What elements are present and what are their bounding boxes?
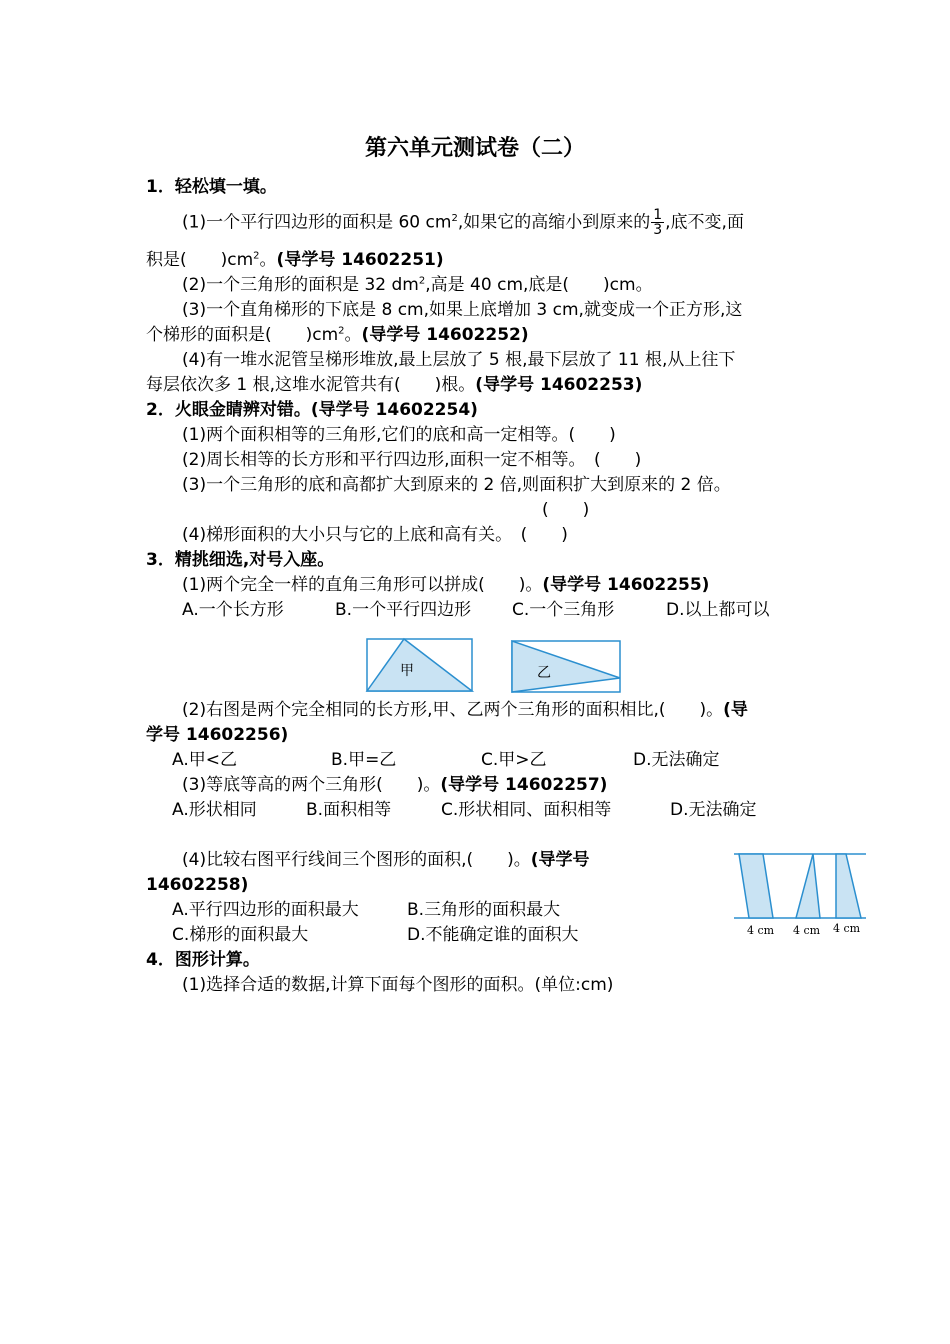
s3-q2-option-a: A.甲<乙 [172, 750, 237, 770]
s3-q1-option-c: C.一个三角形 [512, 600, 615, 620]
s4-question-1: (1)选择合适的数据,计算下面每个图形的面积。(单位:cm) [182, 975, 614, 995]
ref-number: (导 [723, 700, 748, 720]
ref-number: (导学号 14602252) [361, 325, 529, 345]
ref-number: (导学号 14602257) [440, 775, 608, 795]
label-parallelogram-base: 4 cm [747, 924, 775, 937]
trapezoid-shape [836, 854, 861, 918]
s3-question-4-line-1: (4)比较右图平行线间三个图形的面积,( )。(导学号 [182, 850, 590, 870]
s2-question-2: (2)周长相等的长方形和平行四边形,面积一定不相等。 ( ) [182, 450, 642, 470]
s2-question-1: (1)两个面积相等的三角形,它们的底和高一定相等。( ) [182, 425, 616, 445]
section-2-heading: 2．火眼金睛辨对错。(导学号 14602254) [146, 400, 478, 420]
triangles-figure [360, 634, 630, 700]
s3-question-1: (1)两个完全一样的直角三角形可以拼成( )。(导学号 14602255) [182, 575, 710, 595]
s3-q3-option-b: B.面积相等 [306, 800, 392, 820]
s1-question-1-line-2: 积是( )$cm^2$。(导学号 14602251) [146, 250, 444, 270]
s3-q1-option-a: A.一个长方形 [182, 600, 284, 620]
s3-question-3: (3)等底等高的两个三角形( )。(导学号 14602257) [182, 775, 608, 795]
s3-question-4-line-2: 14602258) [146, 875, 249, 895]
section-4-heading: 4．图形计算。 [146, 950, 260, 970]
parallelogram-shape [739, 854, 773, 918]
section-3-heading: 3．精挑细选,对号入座。 [146, 550, 335, 570]
section-1-heading: 1．轻松填一填。 [146, 177, 277, 197]
s3-q4-option-a: A.平行四边形的面积最大 [172, 900, 359, 920]
s3-q3-option-a: A.形状相同 [172, 800, 257, 820]
s2-question-4: (4)梯形面积的大小只与它的上底和高有关。 ( ) [182, 525, 568, 545]
parallel-lines-figure [730, 848, 870, 940]
fraction-one-third: $\frac{1}{3}$ [653, 207, 663, 238]
label-yi: 乙 [537, 665, 551, 681]
s3-q4-option-b: B.三角形的面积最大 [407, 900, 561, 920]
label-jia: 甲 [400, 663, 414, 679]
s3-q4-option-d: D.不能确定谁的面积大 [407, 925, 579, 945]
s2-question-3: (3)一个三角形的底和高都扩大到原来的 2 倍,则面积扩大到原来的 2 倍。 [182, 475, 731, 495]
s3-q1-option-d: D.以上都可以 [666, 600, 770, 620]
s1-question-4-line-2: 每层依次多 1 根,这堆水泥管共有( )根。(导学号 14602253) [146, 375, 643, 395]
ref-number: (导学号 [530, 850, 590, 870]
s3-q2-option-c: C.甲>乙 [481, 750, 547, 770]
ref-number: (导学号 14602253) [475, 375, 643, 395]
s3-q3-option-c: C.形状相同、面积相等 [441, 800, 612, 820]
s3-q1-option-b: B.一个平行四边形 [335, 600, 472, 620]
rectangle-jia [367, 639, 472, 691]
s1-question-1-line-1: (1)一个平行四边形的面积是 60 $cm^2$,如果它的高缩小到原来的 $\frac{1}{3}$ ,底不变,面 [182, 207, 744, 238]
s2-question-3-answer-paren: ( ) [542, 500, 590, 520]
s3-q2-option-d: D.无法确定 [633, 750, 720, 770]
label-triangle-base: 4 cm [793, 924, 821, 937]
triangle-shape [796, 854, 820, 918]
rectangle-yi [512, 641, 620, 692]
page-title: 第六单元测试卷（二） [364, 135, 585, 161]
ref-number: (导学号 14602255) [542, 575, 710, 595]
s1-question-2: (2)一个三角形的面积是 32 $dm^2$,高是 40 cm,底是( )cm。 [182, 275, 653, 295]
s1-question-4-line-1: (4)有一堆水泥管呈梯形堆放,最上层放了 5 根,最下层放了 11 根,从上往下 [182, 350, 736, 370]
s3-q2-option-b: B.甲=乙 [331, 750, 397, 770]
ref-number: (导学号 14602251) [276, 250, 444, 270]
label-trapezoid-base: 4 cm [833, 922, 861, 935]
s3-question-2-line-1: (2)右图是两个完全相同的长方形,甲、乙两个三角形的面积相比,( )。(导 [182, 700, 748, 720]
s1-question-3-line-2: 个梯形的面积是( )$cm^2$。(导学号 14602252) [146, 325, 529, 345]
s3-question-2-line-2: 学号 14602256) [146, 725, 289, 745]
s3-q4-option-c: C.梯形的面积最大 [172, 925, 309, 945]
s3-q3-option-d: D.无法确定 [670, 800, 757, 820]
s1-question-3-line-1: (3)一个直角梯形的下底是 8 cm,如果上底增加 3 cm,就变成一个正方形,这 [182, 300, 743, 320]
